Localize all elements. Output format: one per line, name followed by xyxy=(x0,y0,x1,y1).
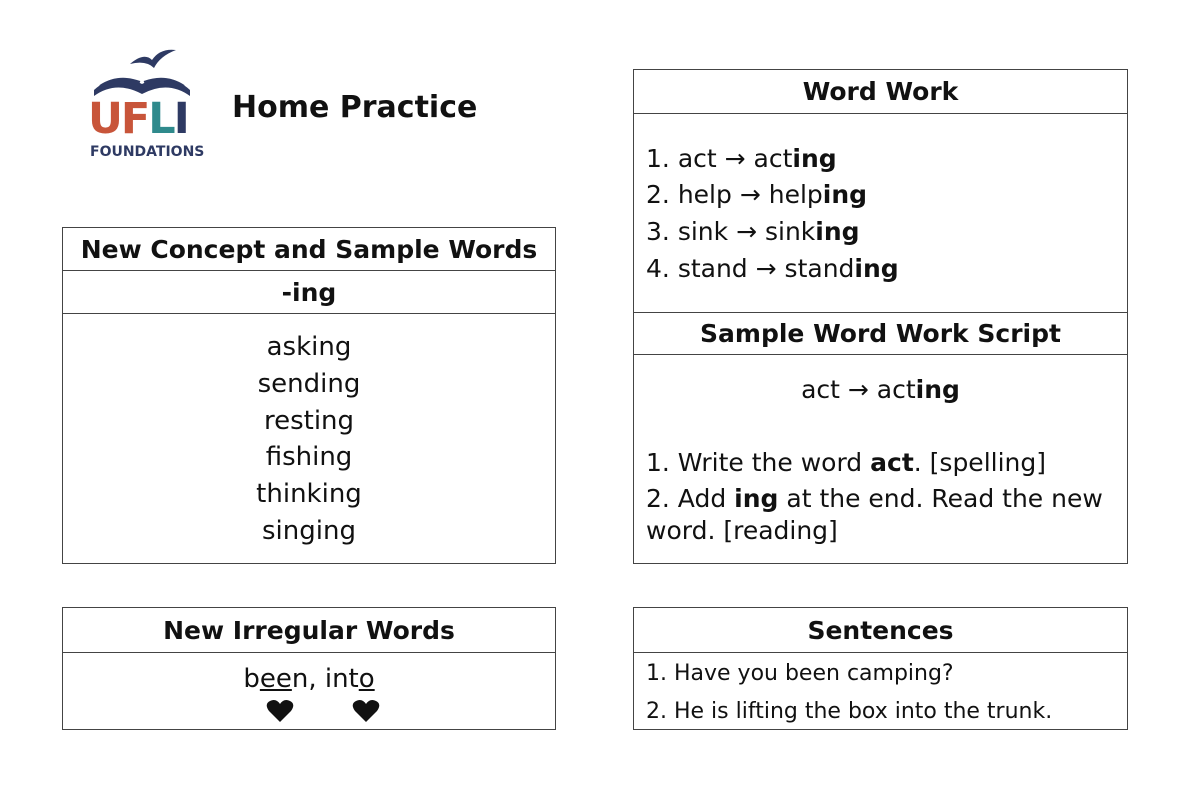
irregular-part-heart: ee xyxy=(259,664,292,694)
irregular-header: New Irregular Words xyxy=(63,608,555,653)
irregular-box xyxy=(62,607,556,730)
script-header: Sample Word Work Script xyxy=(634,313,1127,355)
sample-word: resting xyxy=(263,405,355,436)
sample-word: singing xyxy=(262,515,356,546)
sentence-item: 2. He is lifting the box into the trunk. xyxy=(646,699,1053,724)
irregular-part: b xyxy=(243,664,260,694)
word-work-box xyxy=(633,69,1128,564)
heart-icon xyxy=(352,699,380,723)
concept-pattern: -ing xyxy=(63,271,555,314)
script-step-2-cont: word. [reading] xyxy=(646,516,838,545)
word-work-item: 3. sink → sinking xyxy=(646,217,860,246)
sample-word: thinking xyxy=(256,479,362,510)
logo-subtitle: FOUNDATIONS xyxy=(90,144,205,160)
sample-word: sending xyxy=(257,368,361,399)
page-title: Home Practice xyxy=(232,90,478,125)
concept-box xyxy=(62,227,556,564)
script-example: act → acting xyxy=(801,375,960,404)
ufli-logo xyxy=(86,44,205,166)
word-work-item: 2. help → helping xyxy=(646,180,868,209)
irregular-part: n, int xyxy=(291,664,359,694)
word-work-header: Word Work xyxy=(634,70,1127,114)
sentence-item: 1. Have you been camping? xyxy=(646,661,954,686)
concept-word-list xyxy=(63,314,555,550)
heart-icon xyxy=(266,699,294,723)
concept-header: New Concept and Sample Words xyxy=(63,228,555,271)
irregular-part-heart: o xyxy=(358,664,375,694)
sample-word: asking xyxy=(266,332,352,362)
script-step-2: 2. Add ing at the end. Read the new xyxy=(646,484,1103,513)
sample-word: fishing xyxy=(265,442,353,473)
sentences-header: Sentences xyxy=(634,608,1127,653)
word-work-item: 4. stand → standing xyxy=(646,254,899,283)
sentences-box xyxy=(633,607,1128,730)
script-section xyxy=(634,312,1127,545)
logo-letters: UFLI xyxy=(88,94,188,144)
script-step-1: 1. Write the word act. [spelling] xyxy=(646,448,1046,477)
word-work-item: 1. act → acting xyxy=(646,144,837,173)
irregular-words xyxy=(63,664,555,694)
